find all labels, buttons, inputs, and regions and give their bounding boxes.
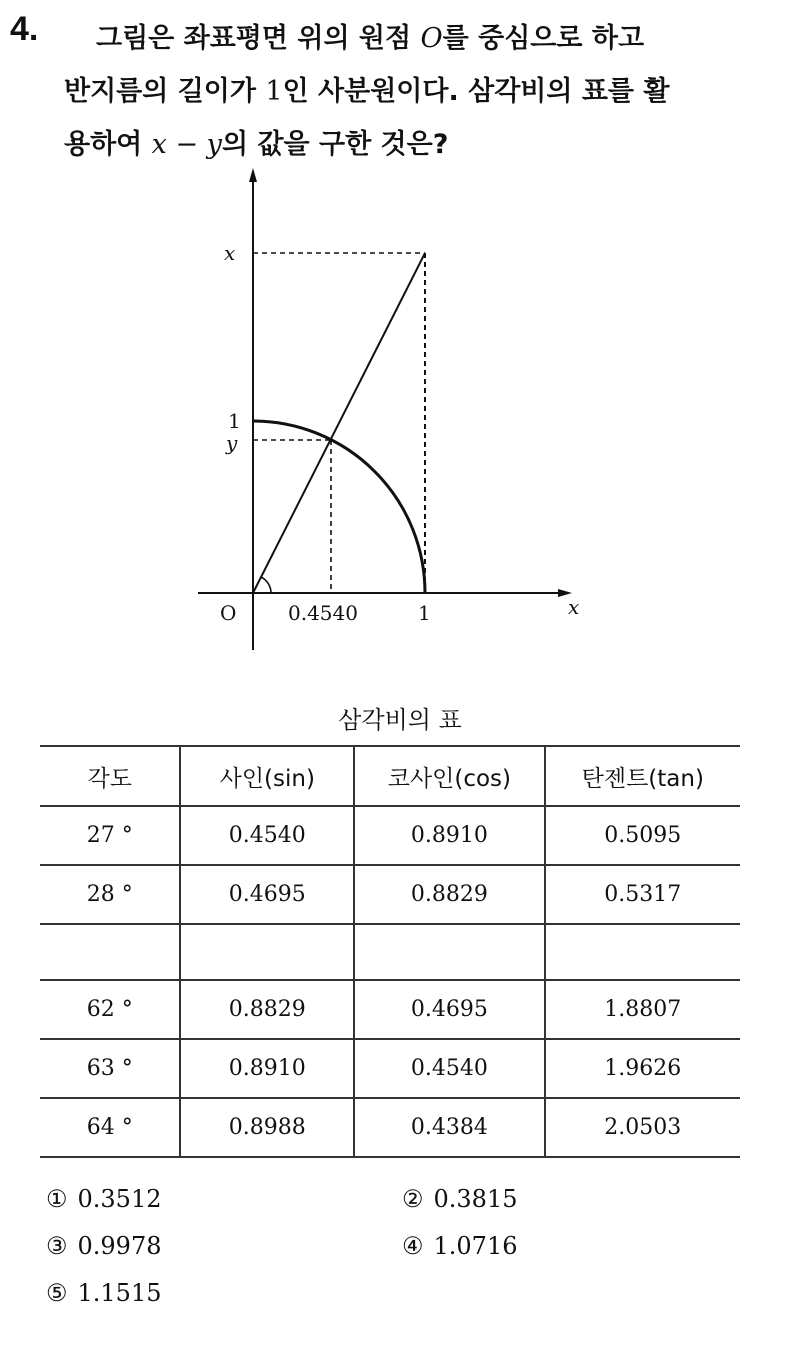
angle-mark [261,577,271,593]
stem-line-2: 반지름의 길이가 1인 사분원이다. 삼각비의 표를 활 [64,76,670,107]
cell-tan: 2.0503 [545,1098,740,1157]
radius-value: 1 [265,76,283,107]
choice-marker: ④ [402,1232,424,1260]
label-one-y: 1 [228,409,241,433]
cell-tan: 1.9626 [545,1039,740,1098]
expression: x − y [151,129,222,160]
cell-sin: 0.8988 [180,1098,354,1157]
table-header-row [40,746,740,806]
label-cos-value: 0.4540 [288,601,358,625]
label-one-x: 1 [418,601,431,625]
choice-marker: ② [402,1185,424,1213]
cell-sin [180,924,354,980]
origin-variable: O [420,23,443,54]
cell-cos [354,924,544,980]
cell-sin: 0.8910 [180,1039,354,1098]
choice-value: 1.1515 [77,1279,162,1307]
cell-cos: 0.8910 [354,806,544,865]
header-angle: 각도 [40,746,180,806]
label-x-top: x [224,241,236,265]
cell-angle: 28 ° [40,865,180,924]
cell-angle: 27 ° [40,806,180,865]
choice-value: 1.0716 [433,1232,518,1260]
choice-value: 0.3815 [433,1185,518,1213]
label-x-axis: x [568,595,580,619]
cell-angle [40,924,180,980]
table-row [40,1039,740,1098]
table-row [40,980,740,1039]
trig-table [40,745,740,1158]
cell-tan [545,924,740,980]
cell-sin: 0.4540 [180,806,354,865]
stem-line-3: 용하여 x − y의 값을 구한 것은? [64,129,449,160]
cell-sin: 0.4695 [180,865,354,924]
choice-2[interactable] [402,1185,518,1213]
choice-1[interactable] [46,1185,162,1213]
choice-marker: ⑤ [46,1279,68,1307]
header-cos: 코사인(cos) [354,746,544,806]
choice-4[interactable] [402,1232,518,1260]
stem-line-1: 그림은 좌표평면 위의 원점 O를 중심으로 하고 [96,23,645,54]
table-row [40,1098,740,1157]
cell-cos: 0.4384 [354,1098,544,1157]
question-number: 4. [10,10,39,48]
header-tan: 탄젠트(tan) [545,746,740,806]
question-stem [64,12,784,171]
header-sin: 사인(sin) [180,746,354,806]
choice-3[interactable] [46,1232,162,1260]
cell-tan: 1.8807 [545,980,740,1039]
label-origin: O [220,601,237,625]
table-row-ellipsis [40,924,740,980]
table-row [40,865,740,924]
cell-angle: 64 ° [40,1098,180,1157]
choice-value: 0.9978 [77,1232,162,1260]
cell-angle: 62 ° [40,980,180,1039]
table-row [40,806,740,865]
cell-cos: 0.4695 [354,980,544,1039]
cell-cos: 0.8829 [354,865,544,924]
label-y: y [226,431,238,455]
y-axis-arrow [249,168,257,182]
table-title: 삼각비의 표 [338,706,462,734]
quarter-circle-arc [253,421,425,593]
cell-cos: 0.4540 [354,1039,544,1098]
cell-tan: 0.5095 [545,806,740,865]
quarter-circle-figure [180,160,600,660]
choice-5[interactable] [46,1279,162,1307]
choice-marker: ③ [46,1232,68,1260]
cell-tan: 0.5317 [545,865,740,924]
cell-sin: 0.8829 [180,980,354,1039]
choice-marker: ① [46,1185,68,1213]
choice-value: 0.3512 [77,1185,162,1213]
cell-angle: 63 ° [40,1039,180,1098]
